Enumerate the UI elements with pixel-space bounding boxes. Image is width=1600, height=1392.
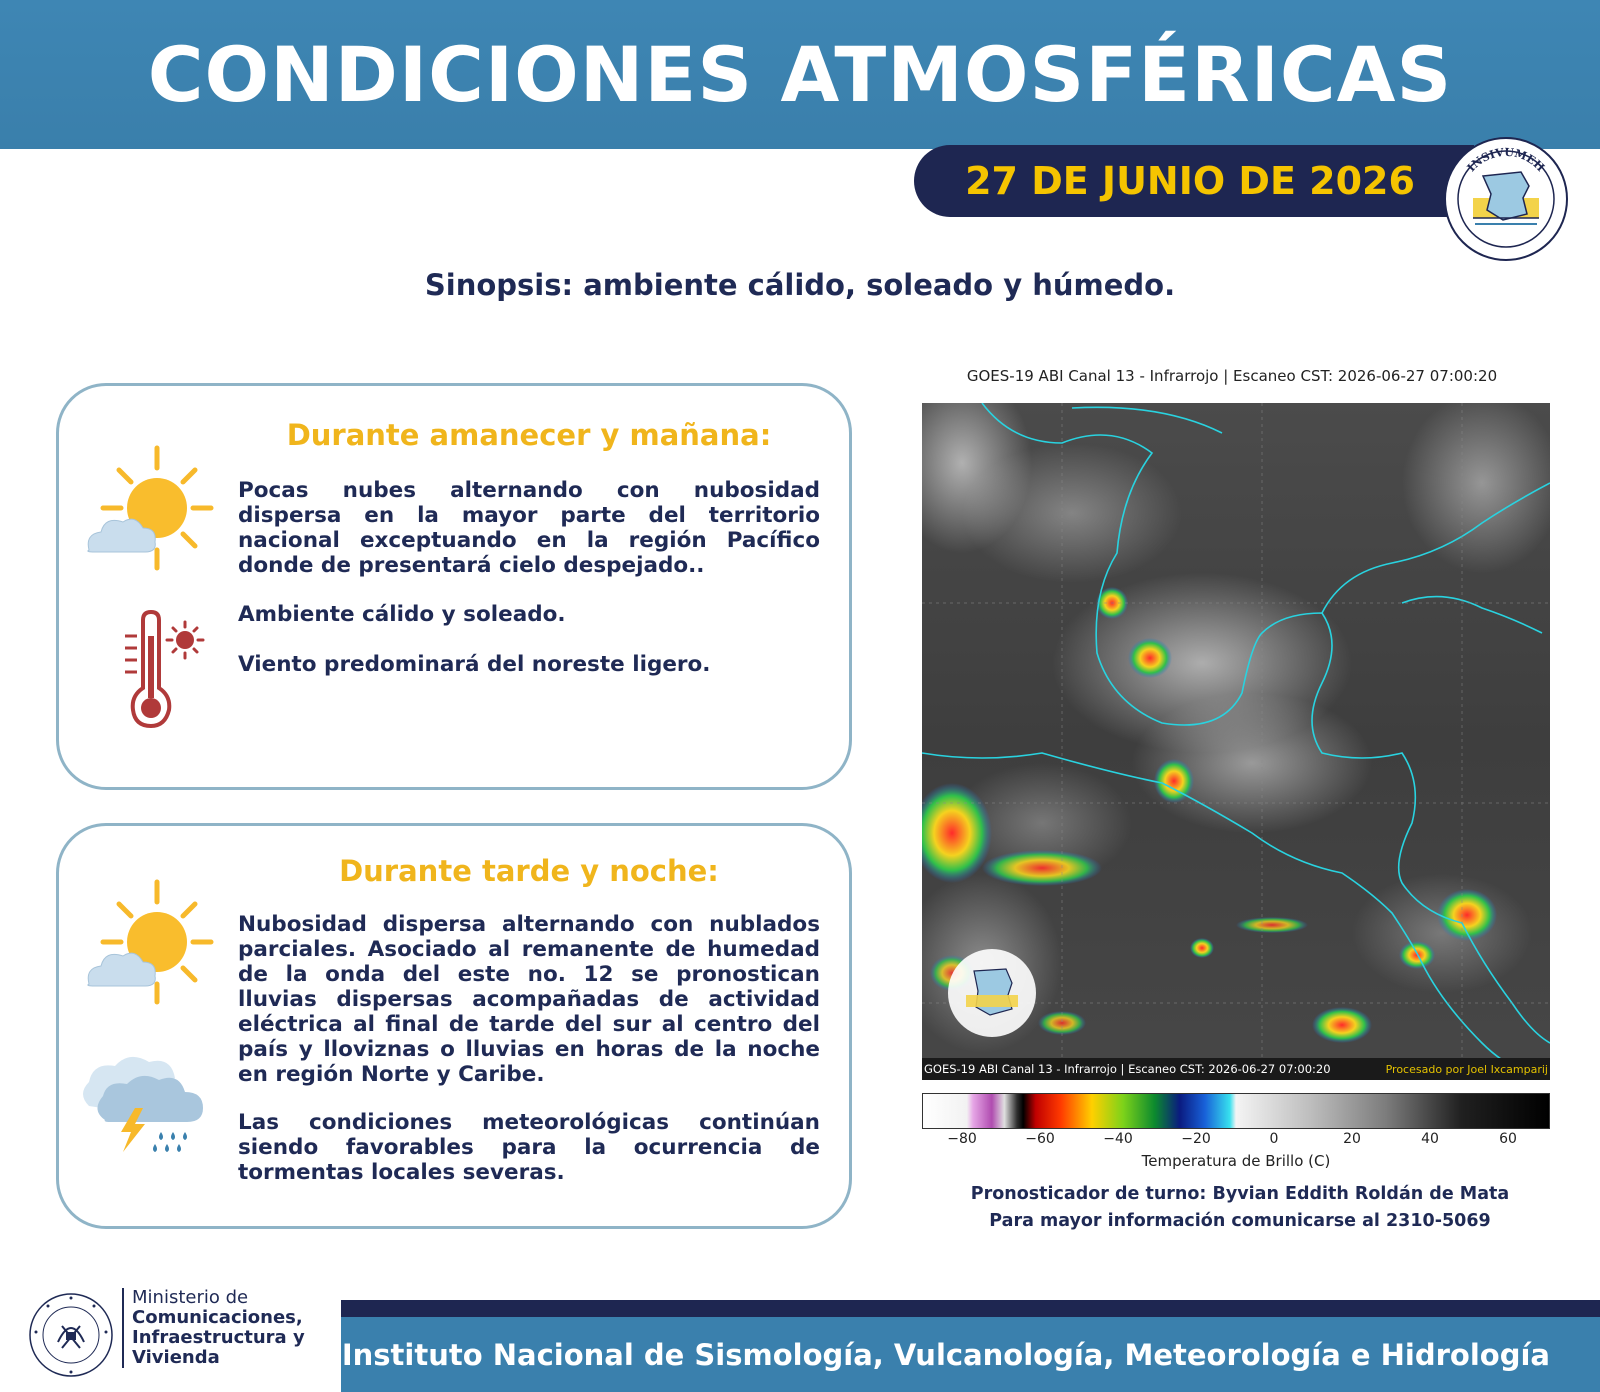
colorbar-tick: 40 — [1421, 1131, 1439, 1147]
morning-text-1: Pocas nubes alternando con nubosidad dispersa en la mayor parte del territorio nacional exceptuando en la región Pacífico donde de presentará cielo despejado.. — [238, 478, 820, 578]
colorbar-tick: −40 — [1103, 1131, 1133, 1147]
colorbar-tick: 0 — [1269, 1131, 1279, 1147]
morning-title: Durante amanecer y mañana: — [286, 418, 772, 452]
evening-text-1: Nubosidad dispersa alternando con nublados parciales. Asociado al remanente de humedad de la onda del este no. 12 se pronostican lluvias dispersas acompañadas de actividad eléctrica al final de tarde del sur al centro del país y lloviznas o lluvias en horas de la noche en región Norte y Caribe. — [238, 912, 820, 1087]
ministry-line-2: Comunicaciones, — [132, 1307, 303, 1328]
ministry-line-1: Ministerio de — [132, 1287, 249, 1308]
satellite-inner-caption: GOES-19 ABI Canal 13 - Infrarrojo | Escaneo CST: 2026-06-27 07:00:20 — [924, 1062, 1331, 1076]
contact-info: Para mayor información comunicarse al 2310-5069 — [989, 1211, 1491, 1231]
map-logo-icon — [948, 949, 1036, 1037]
ministry-line-4: Vivienda — [132, 1347, 220, 1368]
satellite-caption: GOES-19 ABI Canal 13 - Infrarrojo | Escaneo CST: 2026-06-27 07:00:20 — [966, 367, 1498, 385]
page-title: CONDICIONES ATMOSFÉRICAS — [147, 30, 1453, 119]
institute-name: Instituto Nacional de Sismología, Vulcanología, Meteorología e Hidrología — [341, 1337, 1550, 1372]
colorbar-tick: −80 — [947, 1131, 977, 1147]
sun-cloud-icon — [81, 444, 217, 574]
colorbar-tick: 60 — [1499, 1131, 1517, 1147]
colorbar — [922, 1093, 1550, 1129]
bulletin-date: 27 DE JUNIO DE 2026 — [965, 159, 1415, 203]
colorbar-tick: 20 — [1343, 1131, 1361, 1147]
ministry-logo — [122, 1288, 352, 1368]
colorbar-label: Temperatura de Brillo (C) — [1141, 1152, 1331, 1170]
evening-text-2: Las condiciones meteorológicas continúan siendo favorables para la ocurrencia de tormentas locales severas. — [238, 1110, 820, 1185]
storm-cloud-icon — [75, 1048, 225, 1158]
satellite-image — [922, 403, 1550, 1080]
morning-text-2: Ambiente cálido y soleado. — [238, 602, 566, 627]
insivumeh-logo-icon — [1443, 136, 1569, 262]
sun-cloud-icon — [81, 878, 217, 1008]
colorbar-tick: −20 — [1181, 1131, 1211, 1147]
evening-forecast-card — [56, 823, 852, 1229]
colorbar-tick: −60 — [1025, 1131, 1055, 1147]
morning-forecast-card — [56, 383, 852, 790]
forecaster-credit: Pronosticador de turno: Byvian Eddith Roldán de Mata — [970, 1184, 1510, 1204]
thermometer-sun-icon — [119, 610, 209, 730]
morning-text-3: Viento predominará del noreste ligero. — [238, 652, 711, 677]
satellite-processed-by: Procesado por Joel Ixcamparij — [1385, 1063, 1548, 1076]
seal-text: INSIVUMEH — [1464, 145, 1548, 175]
colorbar-ticks — [922, 1129, 1550, 1151]
synopsis: Sinopsis: ambiente cálido, soleado y húmedo. — [424, 268, 1176, 302]
ministry-line-3: Infraestructura y — [132, 1327, 305, 1348]
guatemala-seal-icon — [28, 1292, 114, 1378]
evening-title: Durante tarde y noche: — [339, 854, 719, 888]
